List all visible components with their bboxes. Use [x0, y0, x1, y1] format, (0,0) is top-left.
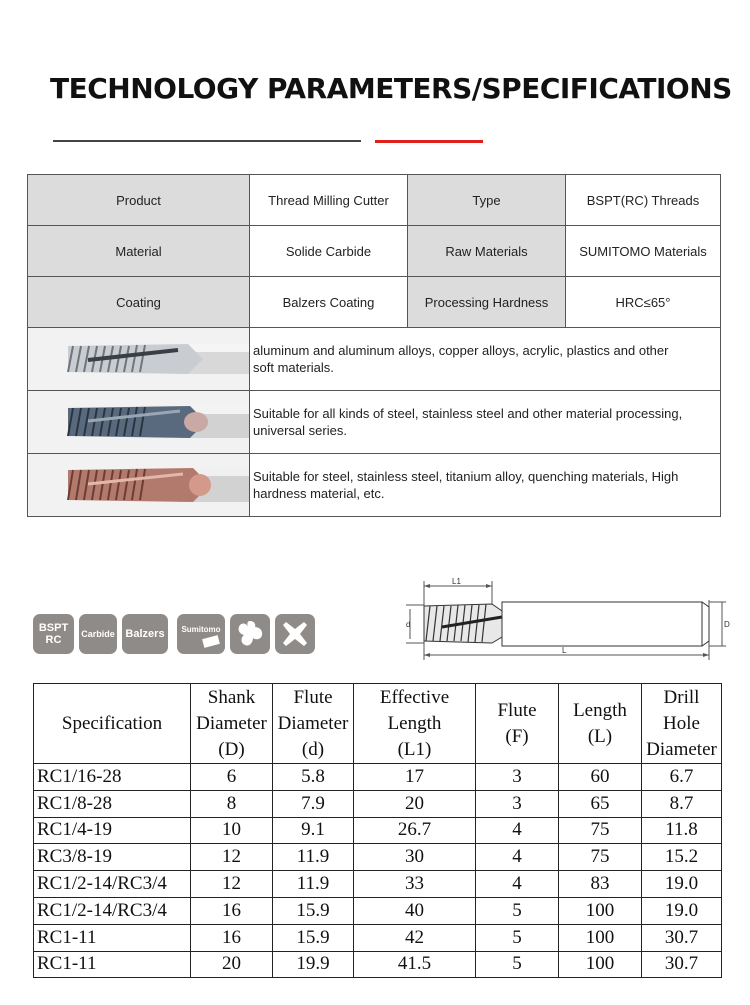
cell-shank: 10: [191, 817, 273, 844]
specification-table: [33, 683, 722, 978]
table-row: [34, 817, 722, 844]
tool-row: [28, 391, 721, 454]
cell-drill-hole: 30.7: [642, 924, 722, 951]
cell-drill-hole: 19.0: [642, 897, 722, 924]
header-flute-diameter: Flute Diameter (d): [273, 684, 354, 764]
header-flute-count: Flute (F): [476, 684, 559, 764]
param-label: Product: [28, 175, 250, 226]
cell-flute: 4: [476, 817, 559, 844]
tool-dimension-drawing: [402, 575, 734, 665]
tool-image-bronze-coated: [28, 454, 250, 517]
param-label: Coating: [28, 277, 250, 328]
cell-flute-diameter: 15.9: [273, 897, 354, 924]
cell-effective-length: 42: [354, 924, 476, 951]
header-length: Length (L): [559, 684, 642, 764]
cell-spec: RC1/8-28: [34, 790, 191, 817]
cell-drill-hole: 19.0: [642, 871, 722, 898]
tool-row: [28, 454, 721, 517]
cell-length: 60: [559, 764, 642, 791]
x-cross-section-icon: [275, 614, 315, 654]
spec-header-row: [34, 684, 722, 764]
cell-shank: 16: [191, 897, 273, 924]
cell-effective-length: 20: [354, 790, 476, 817]
param-value: Balzers Coating: [250, 277, 408, 328]
cell-effective-length: 30: [354, 844, 476, 871]
tool-description: Suitable for all kinds of steel, stainless steel and other material processing, universal series.: [250, 391, 721, 454]
cell-drill-hole: 30.7: [642, 951, 722, 978]
page-title: TECHNOLOGY PARAMETERS/SPECIFICATIONS: [50, 72, 732, 105]
table-row: [34, 924, 722, 951]
tool-image-gray-coated: [28, 391, 250, 454]
cell-drill-hole: 6.7: [642, 764, 722, 791]
cell-length: 75: [559, 844, 642, 871]
carbide-badge: Carbide: [79, 614, 117, 654]
cell-effective-length: 40: [354, 897, 476, 924]
cell-effective-length: 17: [354, 764, 476, 791]
header-effective-length: Effective Length (L1): [354, 684, 476, 764]
cell-flute-diameter: 5.8: [273, 764, 354, 791]
cell-flute: 5: [476, 951, 559, 978]
cell-flute: 3: [476, 764, 559, 791]
param-row: [28, 277, 721, 328]
label-l: L: [562, 646, 567, 655]
header-shank-diameter: Shank Diameter (D): [191, 684, 273, 764]
cell-effective-length: 41.5: [354, 951, 476, 978]
cell-flute-diameter: 7.9: [273, 790, 354, 817]
cell-drill-hole: 15.2: [642, 844, 722, 871]
sumitomo-badge: Sumitomo: [177, 614, 225, 654]
cell-effective-length: 26.7: [354, 817, 476, 844]
table-row: [34, 844, 722, 871]
cell-spec: RC1-11: [34, 951, 191, 978]
cell-shank: 20: [191, 951, 273, 978]
table-row: [34, 951, 722, 978]
thread-mill-gray-coated-icon: [28, 391, 249, 453]
thread-mill-bronze-coated-icon: [28, 454, 249, 516]
cell-spec: RC1/4-19: [34, 817, 191, 844]
param-value: SUMITOMO Materials: [566, 226, 721, 277]
rounded-flute-cross-section-icon: [230, 614, 270, 654]
cell-shank: 16: [191, 924, 273, 951]
param-value: Solide Carbide: [250, 226, 408, 277]
balzers-badge: Balzers: [122, 614, 168, 654]
cell-shank: 6: [191, 764, 273, 791]
table-row: [34, 764, 722, 791]
tool-image-uncoated: [28, 328, 250, 391]
param-value: BSPT(RC) Threads: [566, 175, 721, 226]
param-row: [28, 226, 721, 277]
header-specification: Specification: [34, 684, 191, 764]
cell-flute: 3: [476, 790, 559, 817]
cell-flute: 4: [476, 871, 559, 898]
table-row: [34, 871, 722, 898]
label-d-big: D: [724, 620, 730, 629]
param-row: [28, 175, 721, 226]
cell-spec: RC1/2-14/RC3/4: [34, 871, 191, 898]
cell-spec: RC1/16-28: [34, 764, 191, 791]
param-value: HRC≤65°: [566, 277, 721, 328]
cell-shank: 12: [191, 871, 273, 898]
param-label: Material: [28, 226, 250, 277]
cell-length: 75: [559, 817, 642, 844]
param-label: Processing Hardness: [408, 277, 566, 328]
cell-flute-diameter: 19.9: [273, 951, 354, 978]
feature-badges: [33, 614, 315, 654]
cell-flute: 5: [476, 924, 559, 951]
cell-spec: RC1/2-14/RC3/4: [34, 897, 191, 924]
parameters-table: [27, 174, 721, 517]
bspt-rc-badge: BSPT RC: [33, 614, 74, 654]
cell-flute: 5: [476, 897, 559, 924]
tool-description: aluminum and aluminum alloys, copper alloys, acrylic, plastics and other soft materials.: [250, 328, 721, 391]
cell-flute-diameter: 15.9: [273, 924, 354, 951]
tool-description: Suitable for steel, stainless steel, titanium alloy, quenching materials, High hardness material, etc.: [250, 454, 721, 517]
cell-length: 100: [559, 924, 642, 951]
cell-flute-diameter: 9.1: [273, 817, 354, 844]
cell-shank: 12: [191, 844, 273, 871]
cell-drill-hole: 8.7: [642, 790, 722, 817]
label-l1: L1: [452, 577, 461, 586]
title-divider-red: [375, 140, 483, 143]
title-divider-gray: [53, 140, 361, 142]
param-label: Type: [408, 175, 566, 226]
cell-length: 100: [559, 897, 642, 924]
param-value: Thread Milling Cutter: [250, 175, 408, 226]
param-label: Raw Materials: [408, 226, 566, 277]
cell-flute-diameter: 11.9: [273, 844, 354, 871]
table-row: [34, 897, 722, 924]
header-drill-hole-diameter: Drill Hole Diameter: [642, 684, 722, 764]
cell-length: 65: [559, 790, 642, 817]
cell-flute: 4: [476, 844, 559, 871]
cell-length: 100: [559, 951, 642, 978]
cell-flute-diameter: 11.9: [273, 871, 354, 898]
tool-row: [28, 328, 721, 391]
thread-mill-uncoated-icon: [28, 328, 249, 390]
cell-length: 83: [559, 871, 642, 898]
cell-drill-hole: 11.8: [642, 817, 722, 844]
cell-shank: 8: [191, 790, 273, 817]
label-d-small: d: [406, 620, 411, 629]
cell-spec: RC3/8-19: [34, 844, 191, 871]
cell-effective-length: 33: [354, 871, 476, 898]
table-row: [34, 790, 722, 817]
cell-spec: RC1-11: [34, 924, 191, 951]
